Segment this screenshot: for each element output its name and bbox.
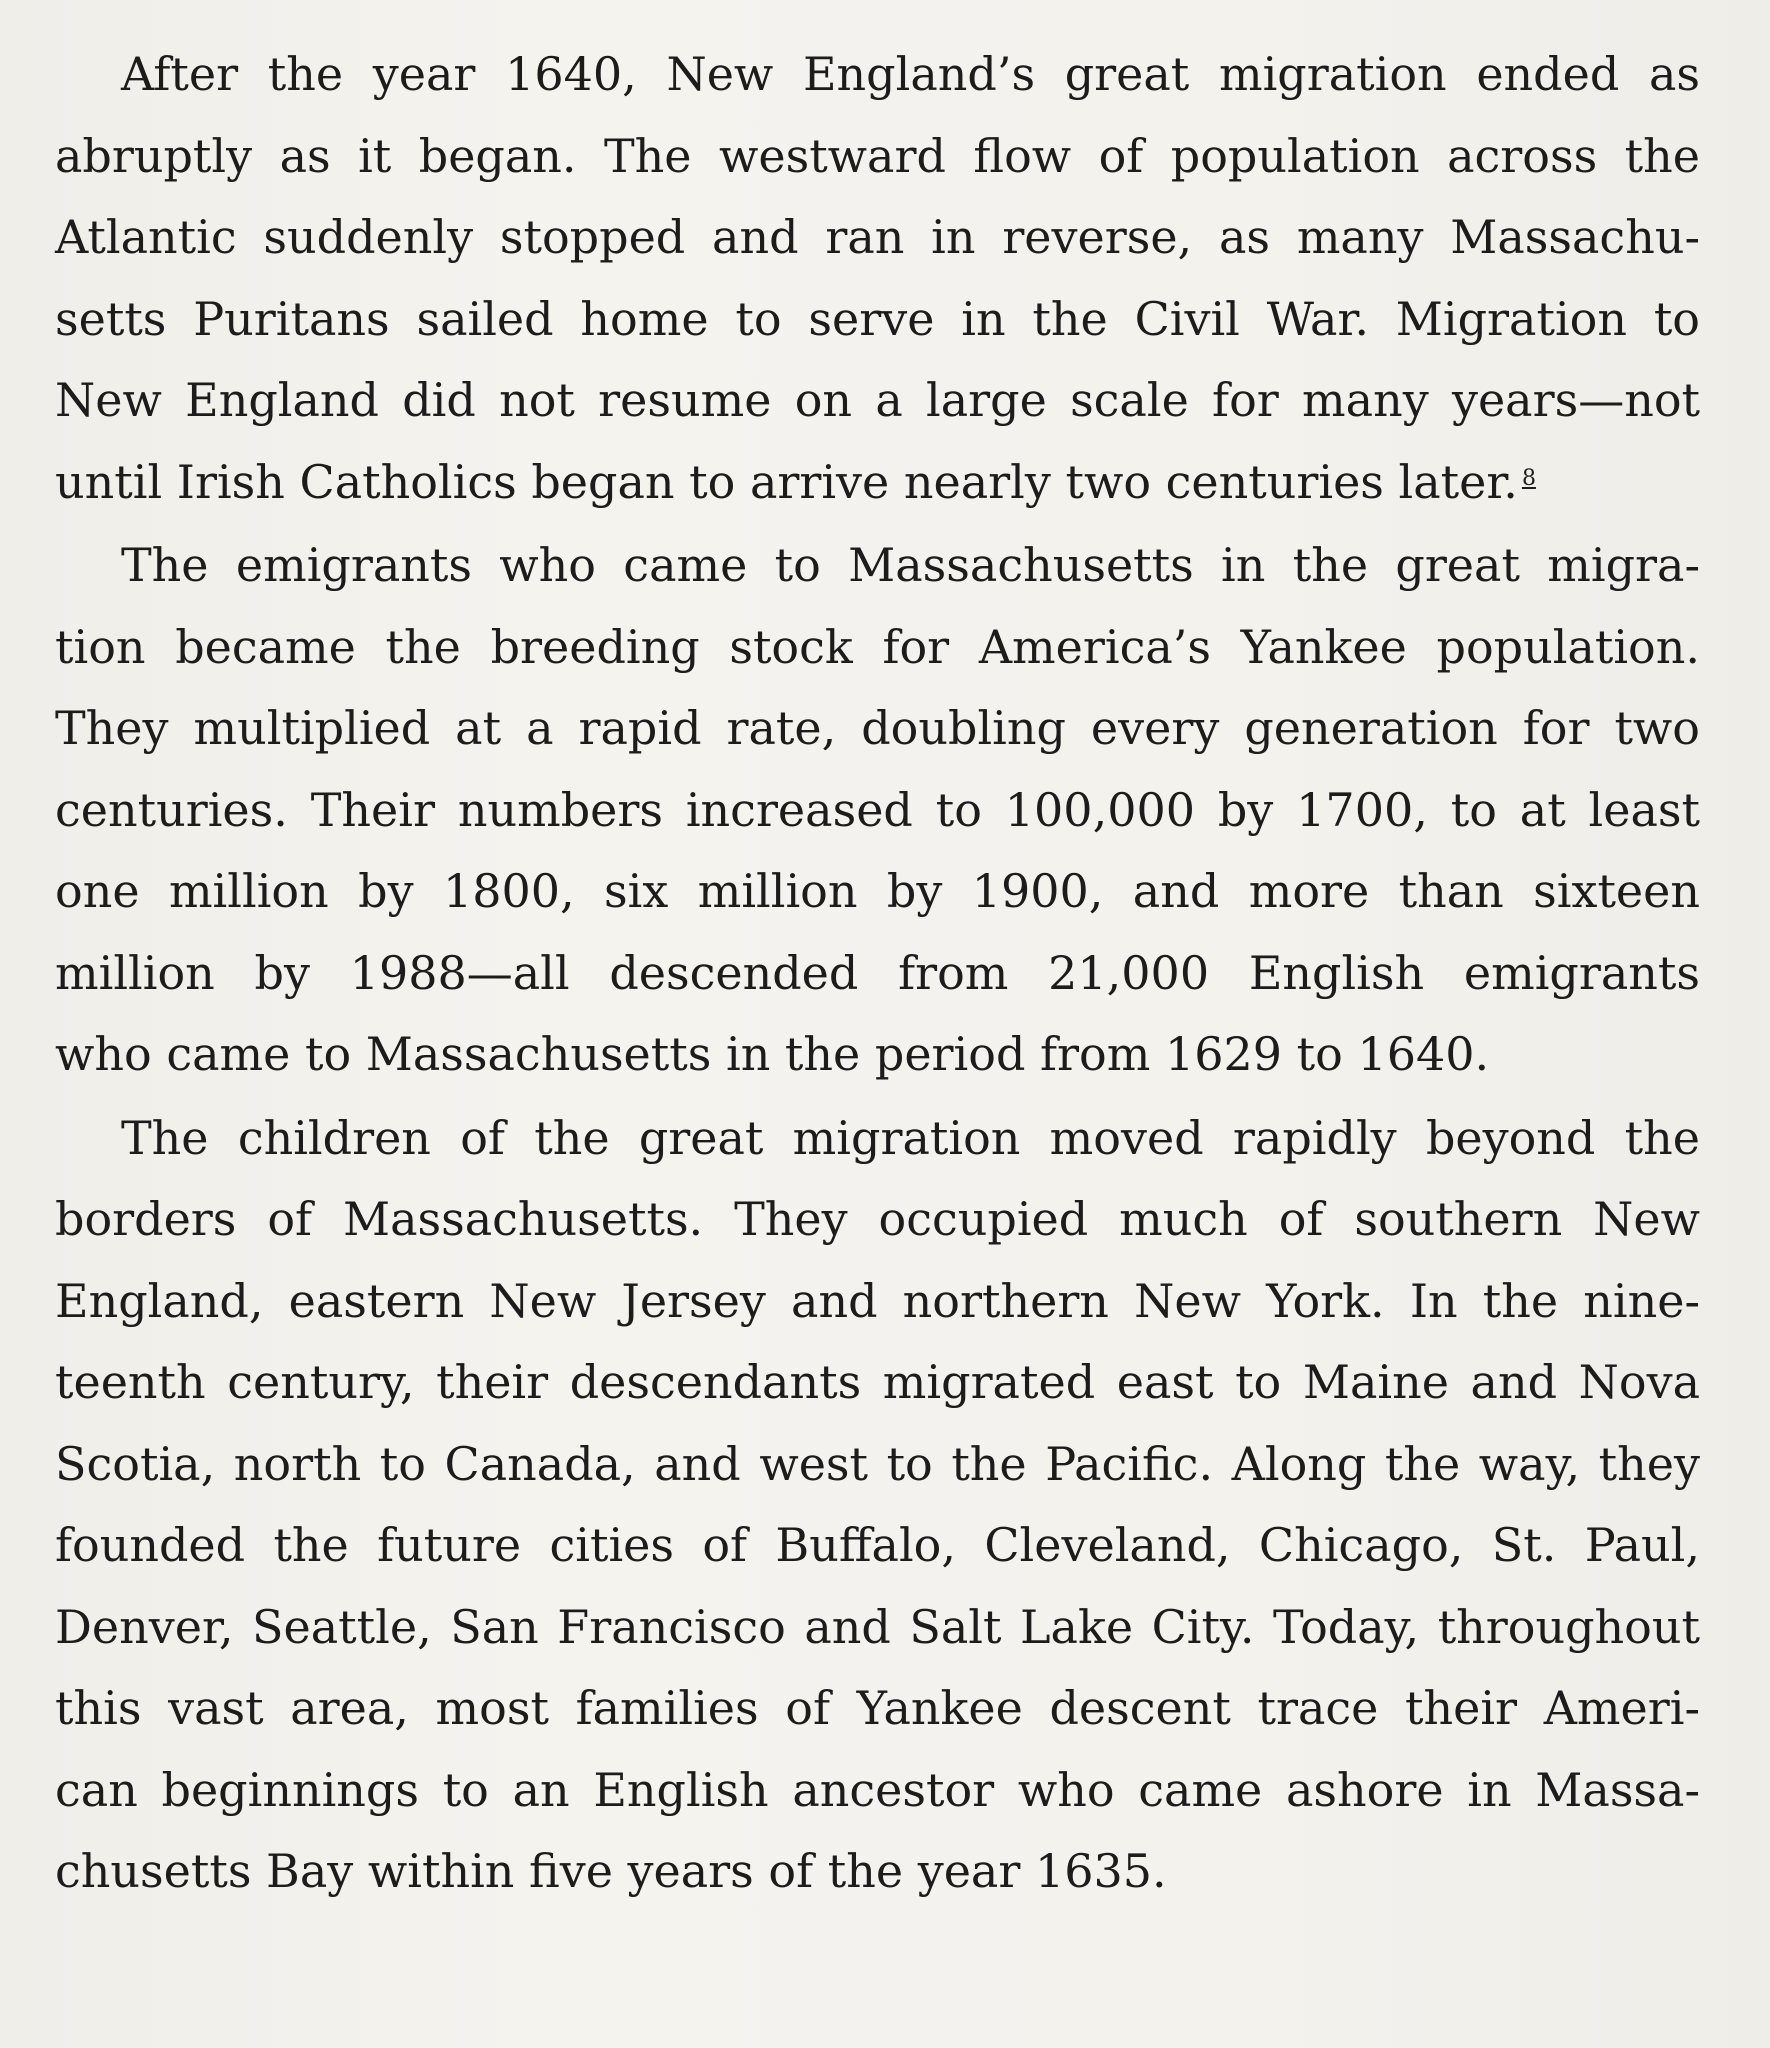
text-line: Scotia, north to Canada, and west to the Pacific. Along the way, they — [55, 1436, 1700, 1491]
text-line-with-footnote — [55, 442, 1700, 524]
text-line: They multiplied at a rapid rate, doubling every generation for two — [55, 701, 1700, 755]
text-line: chusetts Bay within five years of the year 1635. — [55, 1844, 1167, 1898]
text-line: The emigrants who came to Massachusetts in the great migra- — [121, 538, 1700, 592]
text-line: After the year 1640, New England’s great migration ended as — [121, 47, 1700, 101]
text-line: The children of the great migration moved rapidly beyond the — [121, 1110, 1700, 1165]
text-line: centuries. Their numbers increased to 100,000 by 1700, to at least — [55, 782, 1700, 837]
text-line: Atlantic suddenly stopped and ran in reverse, as many Massachu- — [55, 210, 1700, 264]
paragraph-3 — [55, 1098, 1700, 1913]
text-line: England, eastern New Jersey and northern New York. In the nine- — [55, 1273, 1700, 1328]
text-line: New England did not resume on a large scale for many years—not — [55, 373, 1700, 427]
text-line: who came to Massachusetts in the period from 1629 to 1640. — [55, 1027, 1490, 1081]
text-line: million by 1988—all descended from 21,000 English emigrants — [55, 945, 1700, 1000]
text-line: until Irish Catholics began to arrive nearly two centuries later. — [55, 454, 1518, 509]
text-line: can beginnings to an English ancestor who came ashore in Massa- — [55, 1762, 1700, 1817]
paragraph-1 — [55, 34, 1700, 523]
text-line: abruptly as it began. The westward flow of population across the — [55, 128, 1700, 183]
paragraph-2 — [55, 525, 1700, 1096]
text-line: teenth century, their descendants migrated east to Maine and Nova — [55, 1355, 1700, 1409]
text-line: tion became the breeding stock for America’s Yankee population. — [55, 619, 1700, 674]
text-line: borders of Massachusetts. They occupied much of southern New — [55, 1192, 1700, 1246]
text-line: this vast area, most families of Yankee descent trace their Ameri- — [55, 1681, 1700, 1735]
text-line: founded the future cities of Buffalo, Cleveland, Chicago, St. Paul, — [55, 1518, 1700, 1572]
text-line: Denver, Seattle, San Francisco and Salt Lake City. Today, throughout — [55, 1599, 1700, 1654]
body-text — [55, 34, 1700, 1913]
text-line: one million by 1800, six million by 1900, and more than sixteen — [55, 864, 1700, 918]
footnote-marker[interactable]: 8 — [1521, 465, 1536, 491]
text-line: setts Puritans sailed home to serve in the Civil War. Migration to — [55, 291, 1700, 346]
